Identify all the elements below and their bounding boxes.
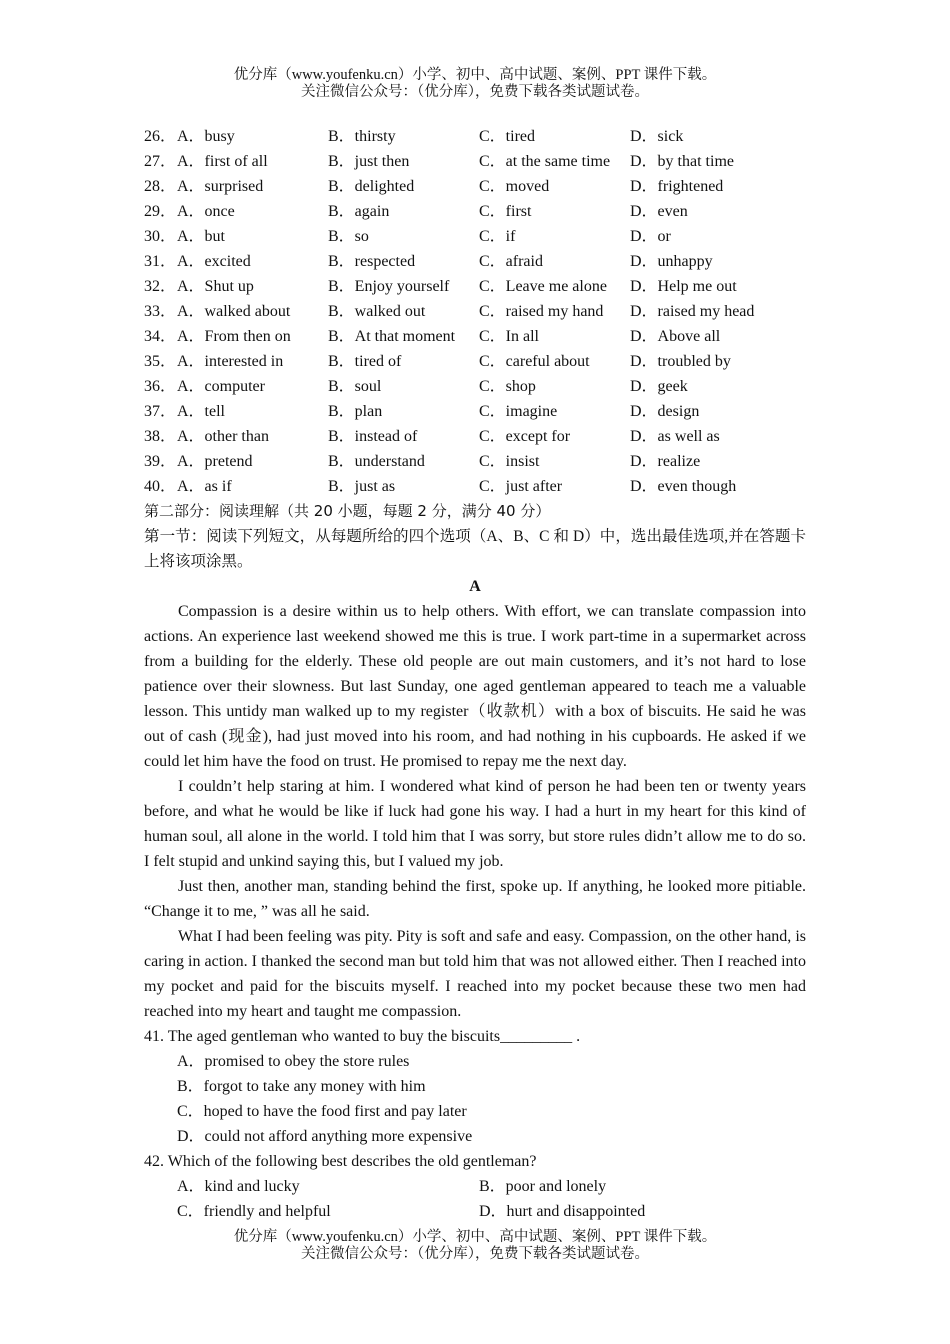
option-b: B．just then (328, 153, 410, 170)
option-a: A．promised to obey the store rules (177, 1053, 410, 1070)
cloze-item (144, 324, 806, 349)
option-d: D．Above all (630, 328, 721, 345)
option-a: A．busy (177, 128, 235, 145)
item-number: 26． (144, 128, 177, 145)
passage-paragraph: What I had been feeling was pity. Pity is soft and safe and easy. Compassion, on the other hand, is caring in action. I thanked the second man but told him that was not allowed either. Then I reached into my pocket and paid for the biscuits myself. I reached into my pocket because these two men had reached into my heart and taught me compassion. (144, 928, 806, 1020)
item-number: 31． (144, 253, 177, 270)
option-d: D．or (630, 228, 671, 245)
cloze-item (144, 199, 806, 224)
option-a: A．interested in (177, 353, 284, 370)
option-d: D．unhappy (630, 253, 713, 270)
option-a: A．surprised (177, 178, 264, 195)
option-d: D．even (630, 203, 688, 220)
option-c: C．In all (479, 328, 539, 345)
item-number: 33． (144, 303, 177, 320)
question-41 (144, 1024, 806, 1149)
option-c: C．hoped to have the food first and pay later (177, 1103, 467, 1120)
option-c: C．shop (479, 378, 536, 395)
option-b: B．just as (328, 478, 396, 495)
option-c: C．first (479, 203, 532, 220)
item-number: 29． (144, 203, 177, 220)
header-line-1: 优分库（www.youfenku.cn）小学、初中、高中试题、案例、PPT 课件下载。 (233, 67, 717, 83)
option-d: D．even though (630, 478, 737, 495)
option-a: A．as if (177, 478, 232, 495)
header-line-2: 关注微信公众号：（优分库），免费下载各类试题试卷。 (301, 84, 649, 100)
option-b: B．understand (328, 453, 425, 470)
option-a: A．other than (177, 428, 269, 445)
option-a: A．From then on (177, 328, 291, 345)
option-b: B．instead of (328, 428, 418, 445)
passage-paragraph: I couldn’t help staring at him. I wondered what kind of person he had been ten or twenty years before, and what he would be like if luck had gone his way. I had a hurt in my heart for this kind of human soul, all alone in the world. I told him that I was sorry, but store rules didn’t allow me to do so. I felt stupid and unkind saying this, but I valued my job. (144, 778, 806, 870)
item-number: 34． (144, 328, 177, 345)
passage-paragraph: Just then, another man, standing behind the first, spoke up. If anything, he looked more pitiable. “Change it to me, ” was all he said. (144, 878, 806, 920)
option-a: A．but (177, 228, 226, 245)
section-instruction: 第一节：阅读下列短文，从每题所给的四个选项（A、B、C 和 D）中，选出最佳选项,并在答题卡上将该项涂黑。 (144, 528, 806, 570)
item-number: 35． (144, 353, 177, 370)
option-d: D．hurt and disappointed (479, 1203, 646, 1220)
question-42 (144, 1149, 806, 1224)
option-b: B．plan (328, 403, 383, 420)
page-content (144, 124, 806, 1224)
option-c: C．insist (479, 453, 540, 470)
option-d: D．as well as (630, 428, 720, 445)
cloze-item (144, 474, 806, 499)
option-c: C．moved (479, 178, 550, 195)
option-d: D．could not afford anything more expensive (177, 1128, 473, 1145)
option-row (144, 1174, 806, 1199)
option-b: B．respected (328, 253, 416, 270)
cloze-item (144, 149, 806, 174)
section-title: 第二部分：阅读理解（共 20 小题，每题 2 分，满分 40 分） (144, 502, 551, 520)
option-d: D．realize (630, 453, 701, 470)
option-d: D．sick (630, 128, 684, 145)
option-c: C．Leave me alone (479, 278, 607, 295)
option-a: A．walked about (177, 303, 291, 320)
option-a: A．tell (177, 403, 225, 420)
option-b: B．thirsty (328, 128, 396, 145)
passage-paragraph: Compassion is a desire within us to help others. With effort, we can translate compassion into actions. An experience last weekend showed me this is true. I work part-time in a supermarket across from a building for the elderly. These old people are out main customers, and it’s not hard to lose patience over their slowness. But last Sunday, one aged gentleman appeared to teach me a valuable lesson. This untidy man walked up to my register（收款机）with a box of biscuits. He said he was out of cash (现金), had just moved into his room, and had nothing in his cupboards. He asked if we could let him have the food on trust. He promised to repay me the next day. (144, 603, 806, 770)
option-c: C．raised my hand (479, 303, 604, 320)
option-c: C．at the same time (479, 153, 611, 170)
option-a: A．pretend (177, 453, 253, 470)
option-b: B．delighted (328, 178, 415, 195)
option-b: B．soul (328, 378, 382, 395)
option-b: B．walked out (328, 303, 426, 320)
option-a: A．first of all (177, 153, 268, 170)
cloze-item (144, 299, 806, 324)
cloze-item (144, 374, 806, 399)
option-d: D．Help me out (630, 278, 737, 295)
option-c: C．imagine (479, 403, 558, 420)
option-b: B．so (328, 228, 369, 245)
option-a: A．kind and lucky (177, 1178, 300, 1195)
option-b: B．poor and lonely (479, 1178, 607, 1195)
option-d: D．troubled by (630, 353, 731, 370)
option-b: B．Enjoy yourself (328, 278, 450, 295)
footer-line-1: 优分库（www.youfenku.cn）小学、初中、高中试题、案例、PPT 课件下载。 (233, 1229, 717, 1245)
cloze-item (144, 349, 806, 374)
cloze-item (144, 124, 806, 149)
option-c: C．careful about (479, 353, 590, 370)
option-b: B．forgot to take any money with him (177, 1078, 426, 1095)
option-a: A．excited (177, 253, 251, 270)
cloze-item (144, 274, 806, 299)
option-a: A．Shut up (177, 278, 254, 295)
reading-passage (144, 599, 806, 1024)
question-stem: 42. Which of the following best describes the old gentleman? (144, 1153, 537, 1170)
item-number: 27． (144, 153, 177, 170)
option-b: B．again (328, 203, 390, 220)
option-d: D．raised my head (630, 303, 755, 320)
option-row (144, 1199, 806, 1224)
item-number: 39． (144, 453, 177, 470)
page-footer (0, 1229, 950, 1263)
option-c: C．if (479, 228, 516, 245)
option-b: B．At that moment (328, 328, 456, 345)
option-d: D．frightened (630, 178, 724, 195)
item-number: 32． (144, 278, 177, 295)
cloze-options (144, 124, 806, 499)
question-stem: 41. The aged gentleman who wanted to buy the biscuits_________ . (144, 1028, 581, 1045)
cloze-item (144, 424, 806, 449)
item-number: 30． (144, 228, 177, 245)
option-c: C．except for (479, 428, 571, 445)
option-c: C．friendly and helpful (177, 1203, 331, 1220)
cloze-item (144, 449, 806, 474)
cloze-item (144, 249, 806, 274)
option-c: C．just after (479, 478, 563, 495)
item-number: 36． (144, 378, 177, 395)
option-b: B．tired of (328, 353, 402, 370)
cloze-item (144, 399, 806, 424)
option-d: D．geek (630, 378, 688, 395)
option-d: D．by that time (630, 153, 734, 170)
item-number: 40． (144, 478, 177, 495)
item-number: 37． (144, 403, 177, 420)
option-a: A．computer (177, 378, 265, 395)
passage-label: A (469, 578, 481, 595)
option-d: D．design (630, 403, 700, 420)
option-c: C．tired (479, 128, 535, 145)
cloze-item (144, 224, 806, 249)
item-number: 28． (144, 178, 177, 195)
footer-line-2: 关注微信公众号：（优分库），免费下载各类试题试卷。 (301, 1246, 649, 1262)
option-a: A．once (177, 203, 235, 220)
cloze-item (144, 174, 806, 199)
item-number: 38． (144, 428, 177, 445)
option-c: C．afraid (479, 253, 543, 270)
page-header (0, 67, 950, 101)
